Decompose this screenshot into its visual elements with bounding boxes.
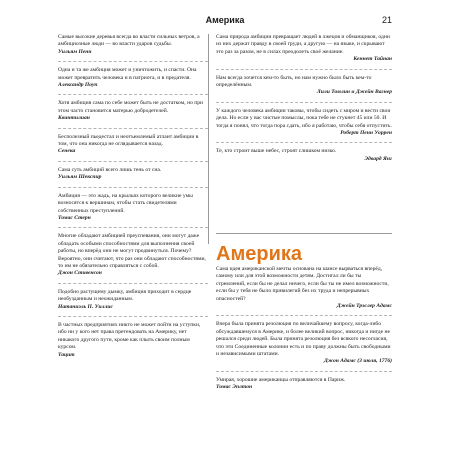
quote-separator <box>58 227 208 228</box>
running-title: Америка <box>205 15 245 25</box>
quote-block <box>58 100 208 122</box>
quote-separator <box>216 371 392 372</box>
quote-author: Джон Адамс (3 июля, 1776) <box>323 358 392 365</box>
quote-separator <box>58 94 208 95</box>
quote-author: Уильям Пенн <box>58 48 92 55</box>
quote-author: Лили Томлин и Джейн Вагнер <box>316 89 392 96</box>
quote-block <box>216 34 392 64</box>
quote-text: Многие обладают амбицией преуспевания, они могут даже обладать особыми способностями для выполнения своей работы, но вперёд они не могут продвинуться. Почему? Вероятно, они считают, что раз они обладают способностями, то им не обязательно справляться с собой. <box>58 233 206 269</box>
quote-text: Сама суть амбиций всего лишь тень от сна. <box>58 166 162 173</box>
quote-separator <box>58 128 208 129</box>
quote-text: Хотя амбиция сама по себе может быть не достатком, но при этом часто становится матерью добродетелей. <box>58 100 204 114</box>
quote-text: Сама идея американской мечты основана на шансе вырваться вперёд, самому или для этой возможности детям. Достигал ли бы ты стремлений, если бы не делал ничего, если бы ты не имел возможности, если бы у тебя не было привилегий без их труда и непрерывных опасностей? <box>216 266 389 302</box>
quote-block <box>216 108 392 138</box>
quote-text: Бесполезный пьедестал и неотъемлемый атлант амбиции в том, что она никогда не оглядывается назад. <box>58 133 199 148</box>
quote-block <box>58 134 208 156</box>
quote-separator <box>216 69 392 70</box>
quote-block <box>216 266 392 310</box>
quote-text: Те, кто строит выше небес, строят слишком низко. <box>216 148 337 155</box>
america-column <box>216 266 392 392</box>
quote-separator <box>58 316 208 317</box>
quote-text: У каждого человека амбиции таковы, чтобы сидеть с миром и вести свои дела. Но если у вас чистые помыслы, пока тебе не стукнет 45 или 50. И тогда я понял, что тогда пора сдать, ибо я работаю, чтобы себя отпустить. <box>216 107 392 129</box>
quote-separator <box>58 61 208 62</box>
quote-author: Уильям Шекспир <box>58 174 102 181</box>
quote-separator <box>58 187 208 188</box>
quote-text: Нам всегда хочется кем-то быть, но нам нужно было быть кем-то определённым. <box>216 74 372 89</box>
quote-text: Подобно растущему дымку, амбиция приходит в сердце необузданным и неожиданным. <box>58 288 192 303</box>
quote-block <box>58 193 208 223</box>
quote-block <box>58 233 208 277</box>
section-rule <box>216 233 392 234</box>
quote-text: Одна и та же амбиция может и уничтожить, и спасти. Она может превратить человека и в патриота, и в предателя. <box>58 67 197 81</box>
quote-author: Александр Поуп <box>58 82 98 89</box>
quote-separator <box>216 142 392 143</box>
quote-separator <box>216 102 392 103</box>
right-column <box>216 34 392 163</box>
quote-text: Амбиция — это жадь, на крыльях которого великие умы возносятся к вершинам, чтобы стать свидетелями собственных преступлений. <box>58 192 193 214</box>
quote-block <box>58 167 208 182</box>
quote-text: В частных предприятиях никто не может пойти на уступки, ибо ни у кого нет права претендовать на Америку, нет никакого другого пути, кроме как плыть своим полным курсом. <box>58 321 201 351</box>
quote-block <box>216 377 392 392</box>
quote-author: Тацит <box>58 351 75 358</box>
quote-text: Сама природа амбиции превращает людей в лжецов и обманщиков, одни из них держат правду в своей груди, а другую — на языке, и скрывают это раз за разом, не в силах преодолеть своё желание. <box>216 34 390 55</box>
page-number: 21 <box>381 15 392 25</box>
quote-block <box>216 321 392 365</box>
column-divider <box>208 34 209 244</box>
quote-author: Кеннет Тайнан <box>353 56 392 63</box>
quote-separator <box>216 315 392 316</box>
section-title: Америка <box>216 243 303 265</box>
quote-block <box>58 322 208 359</box>
quote-author: Сенека <box>58 148 76 155</box>
quote-text: Вчера была принята резолюция по величайшему вопросу, когда-либо обсуждавшемуся в Америке, и более великий вопрос, никогда и нигде не решался среди людей. Была принята резолюция без всякого несогласия, что эти Соединенные колонии есть и по праву должны быть свободными и независимыми штатами. <box>216 321 391 358</box>
quote-author: Роберт Пенн Уоррен <box>340 130 392 137</box>
page-header <box>58 14 392 28</box>
quote-text: Самые высокие деревья всегда во власти сильных ветров, а амбициозные люди — во власти ударов судьбы. <box>58 34 200 48</box>
quote-author: Натаниэль П. Уиллис <box>58 303 113 310</box>
quote-separator <box>58 161 208 162</box>
quote-text: Умирая, хорошие американцы отправляются в Париж. <box>216 376 346 383</box>
quote-block <box>216 75 392 97</box>
quote-block <box>58 289 208 311</box>
quote-block <box>216 148 392 163</box>
quote-separator <box>58 283 208 284</box>
quote-author: Квинтилиан <box>58 115 90 122</box>
quote-author: Томас Эплтон <box>216 384 253 391</box>
quote-author: Томас Стерн <box>58 214 91 221</box>
left-column <box>58 34 208 359</box>
quote-author: Джон Стивенсон <box>58 270 102 277</box>
quote-block <box>58 34 208 56</box>
quote-author: Джейн Трэслер Адамс <box>336 303 392 310</box>
quote-block <box>58 67 208 89</box>
quote-author: Эдвард Янг <box>364 155 392 162</box>
